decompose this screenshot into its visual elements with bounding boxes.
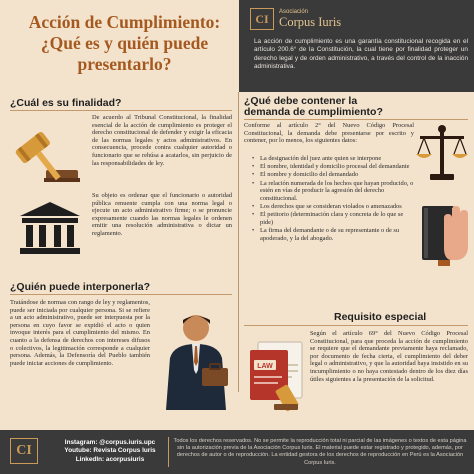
contenido-title <box>244 96 383 118</box>
logo-mark: CI <box>250 8 274 30</box>
interponer-title: ¿Quién puede interponerla? <box>10 281 151 293</box>
intro-text: La acción de cumplimiento es una garantía constitucional recogida en el artículo 200.6° de la Constitución, la cual tiene por finalidad proteger un derecho legal y de orden administrativo, a través del control de la inacción administrativa. <box>254 38 468 71</box>
list-item: • El nombre, identidad y domicilio procesal del demandante <box>252 163 414 171</box>
title-line-2: ¿Qué es y quién puede <box>40 33 209 53</box>
contenido-underline <box>244 119 468 120</box>
gavel-icon <box>8 116 88 188</box>
contenido-title-line-2: demanda de cumplimiento? <box>244 106 383 118</box>
requisito-title: Requisito especial <box>334 311 427 323</box>
instagram-link[interactable]: Instagram: @corpus.iuris.upc <box>64 439 156 446</box>
hand-on-book-icon <box>420 200 470 266</box>
title-line-3: presentarlo? <box>77 54 172 74</box>
title-line-1: Acción de Cumplimiento: <box>28 12 221 32</box>
list-item: • La relación numerada de los hechos que hayan producido, o estén en vías de producir la agresión del derecho constitucional. <box>252 180 414 203</box>
courthouse-icon <box>18 200 82 256</box>
law-label: LAW <box>257 363 273 370</box>
youtube-link[interactable]: Youtube: Revista Corpus Iuris <box>64 447 156 455</box>
contenido-title-line-1: ¿Qué debe contener la <box>244 95 358 107</box>
column-divider <box>238 92 239 392</box>
logo-name: Corpus Iuris <box>279 15 342 29</box>
finalidad-text-1: De acuerdo al Tribunal Constitucional, la finalidad esencial de la acción de cumplimiento es proteger el derecho constitucional de defender y exigir la eficacia de las normas legales y actos administrativos. En consecuencia, procede contra cualquier autoridad o funcionario que se rehúsa a acatarlos, sin perjuicio de las responsabilidades de ley. <box>92 114 232 167</box>
brand-logo <box>250 6 341 32</box>
footer-logo-mark: CI <box>10 438 38 464</box>
header-left-panel <box>0 0 239 92</box>
footer <box>0 430 474 474</box>
header <box>0 0 474 92</box>
finalidad-title: ¿Cuál es su finalidad? <box>10 97 122 109</box>
logo-text <box>279 9 341 29</box>
requisito-underline <box>244 325 468 326</box>
list-item: • Los derechos que se consideran violados o amenazados <box>252 203 414 211</box>
footer-divider <box>168 437 169 467</box>
lawyer-person-icon <box>152 310 236 410</box>
list-item: • La designación del juez ante quien se interpone <box>252 155 414 163</box>
finalidad-text-2: Su objeto es ordenar que el funcionario o autoridad pública renuente cumpla con una norma legal o ejecute un acto administrativo firme; o se pronuncie expresamente cuando las normas legales le ordenen emitir una resolución administrativa o dictar un reglamento. <box>92 192 232 237</box>
list-item: • El petitorio (determinación clara y concreta de lo que se pide) <box>252 211 414 226</box>
list-item: • El nombre y domicilio del demandado <box>252 171 414 179</box>
footer-legal-text: Todos los derechos reservados. No se permite la reproducción total ni parcial de las imágenes o textos de esta página sin la autorización previa de la Asociación Corpus Iuris. El material puede estar registrado y protegido, además, por derechos de autor o de reproducción. La entidad gestora de los derechos de reproducción en Perú es la Asociación Corpus Iuris. <box>173 438 467 466</box>
contenido-list <box>252 155 414 243</box>
list-item: • La firma del demandante o de su representante o de su apoderado, y la del abogado. <box>252 227 414 242</box>
interponer-underline <box>10 294 232 295</box>
law-document-icon <box>244 336 306 416</box>
contenido-intro: Conforme al artículo 2° del Nuevo Código Procesal Constitucional, la demanda debe presentarse por escrito y contener, por lo menos, los siguientes datos: <box>244 122 414 145</box>
requisito-text: Según el artículo 69° del Nuevo Código Procesal Constitucional, para que proceda la acción de cumplimiento se requiere que el demandante previamente haya reclamado, por documento de fecha cierta, el cumplimiento del deber legal o administrativo, y que la autoridad haya insistido en su incumplimiento o no haya contestado dentro de los diez días útiles siguientes a la presentación de la solicitud. <box>310 330 468 383</box>
footer-social <box>55 439 165 464</box>
interponer-text: Tratándose de normas con rango de ley y reglamentos, puede ser iniciada por cualquier persona. Si se refiere a un acto administrativo, puede ser interpuesta por la persona en cuyo favor se expidió el acto o quien invoque interés para el cumplimiento del mismo. En cuanto a la defensa de derechos con intereses difusos o colectivos, la legitimación corresponde a cualquier persona. Además, la Defensoría del Pueblo también puede iniciar acciones de cumplimiento. <box>10 299 150 367</box>
linkedin-link[interactable]: LinkedIn: acorpusiuris <box>75 455 145 463</box>
finalidad-underline <box>10 110 232 111</box>
logo-small-text: Asociación <box>279 9 309 15</box>
scales-of-justice-icon <box>414 122 470 182</box>
page-title <box>12 12 237 75</box>
